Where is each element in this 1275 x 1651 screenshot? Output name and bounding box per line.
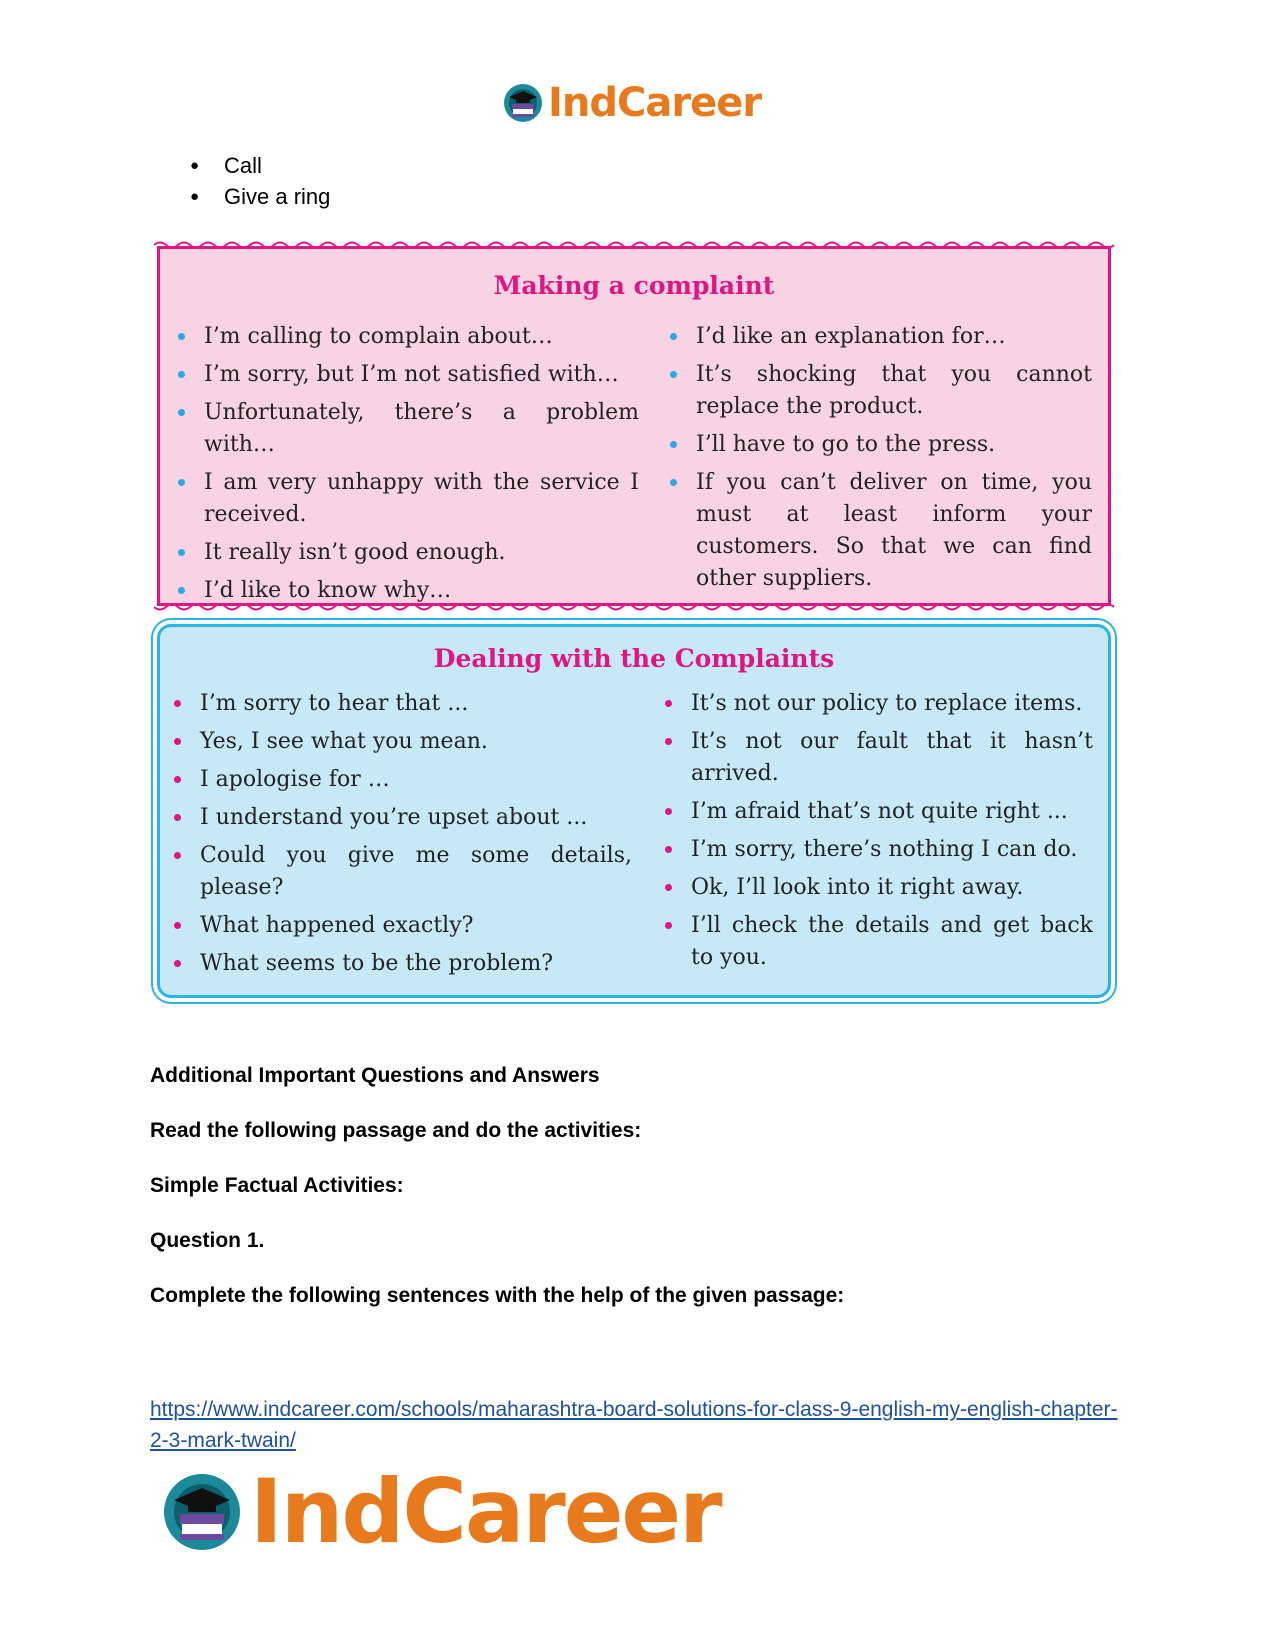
dealing-phrases-right [663, 688, 1093, 980]
list-item: ● Call [190, 150, 330, 181]
list-item: I’m sorry to hear that ... [172, 688, 632, 720]
list-item: I’d like an explanation for… [668, 321, 1092, 353]
source-url-link[interactable]: https://www.indcareer.com/schools/maharashtra-board-solutions-for-class-9-english-my-english-chapter-2-3-mark-twain/ [150, 1398, 1118, 1452]
list-item: It really isn’t good enough. [176, 537, 639, 569]
list-item: I’m afraid that’s not quite right ... [663, 796, 1093, 828]
complaint-phrases-left [176, 321, 639, 613]
list-item: It’s shocking that you cannot replace the product. [668, 359, 1092, 423]
logo-wordmark: IndCareer [548, 80, 762, 126]
list-item: ● Give a ring [190, 181, 330, 212]
question-heading: Question 1. [150, 1229, 265, 1252]
list-item: I’ll check the details and get back to you. [663, 910, 1093, 974]
dealing-phrases-left [172, 688, 632, 986]
list-item: Could you give me some details, please? [172, 840, 632, 904]
list-item: If you can’t deliver on time, you must at least inform your customers. So that we can find other suppliers. [668, 467, 1092, 595]
making-complaint-box [157, 246, 1111, 606]
list-item: It’s not our policy to replace items. [663, 688, 1093, 720]
list-item: Yes, I see what you mean. [172, 726, 632, 758]
dealing-complaints-box [157, 624, 1111, 998]
question-prompt: Complete the following sentences with the help of the given passage: [150, 1284, 845, 1307]
list-item: I apologise for … [172, 764, 632, 796]
indcareer-logo-top [502, 82, 761, 124]
wavy-border-top [154, 240, 1120, 250]
list-item: What seems to be the problem? [172, 948, 632, 980]
dealing-complaints-title: Dealing with the Complaints [433, 644, 835, 673]
list-item: I’m sorry, there’s nothing I can do. [663, 834, 1093, 866]
list-item: I’m calling to complain about… [176, 321, 639, 353]
list-item: I am very unhappy with the service I received. [176, 467, 639, 531]
list-item: I’d like to know why… [176, 575, 639, 607]
logo-wordmark: IndCareer [250, 1460, 721, 1563]
indcareer-logo-bottom [160, 1460, 721, 1563]
list-item: I’ll have to go to the press. [668, 429, 1092, 461]
list-item: Unfortunately, there’s a problem with… [176, 397, 639, 461]
list-item: Ok, I’ll look into it right away. [663, 872, 1093, 904]
list-item: It’s not our fault that it hasn’t arrived. [663, 726, 1093, 790]
graduation-cap-books-icon [502, 82, 544, 124]
phrase-bullet-list [190, 150, 330, 212]
instruction-heading: Read the following passage and do the activities: [150, 1119, 642, 1142]
graduation-cap-books-icon [160, 1470, 244, 1554]
section-heading: Additional Important Questions and Answers [150, 1064, 600, 1087]
list-item: I’m sorry, but I’m not satisfied with… [176, 359, 639, 391]
activity-heading: Simple Factual Activities: [150, 1174, 404, 1197]
making-complaint-title: Making a complaint [493, 271, 775, 300]
list-item: I understand you’re upset about ... [172, 802, 632, 834]
list-item: What happened exactly? [172, 910, 632, 942]
complaint-phrases-right [668, 321, 1092, 601]
